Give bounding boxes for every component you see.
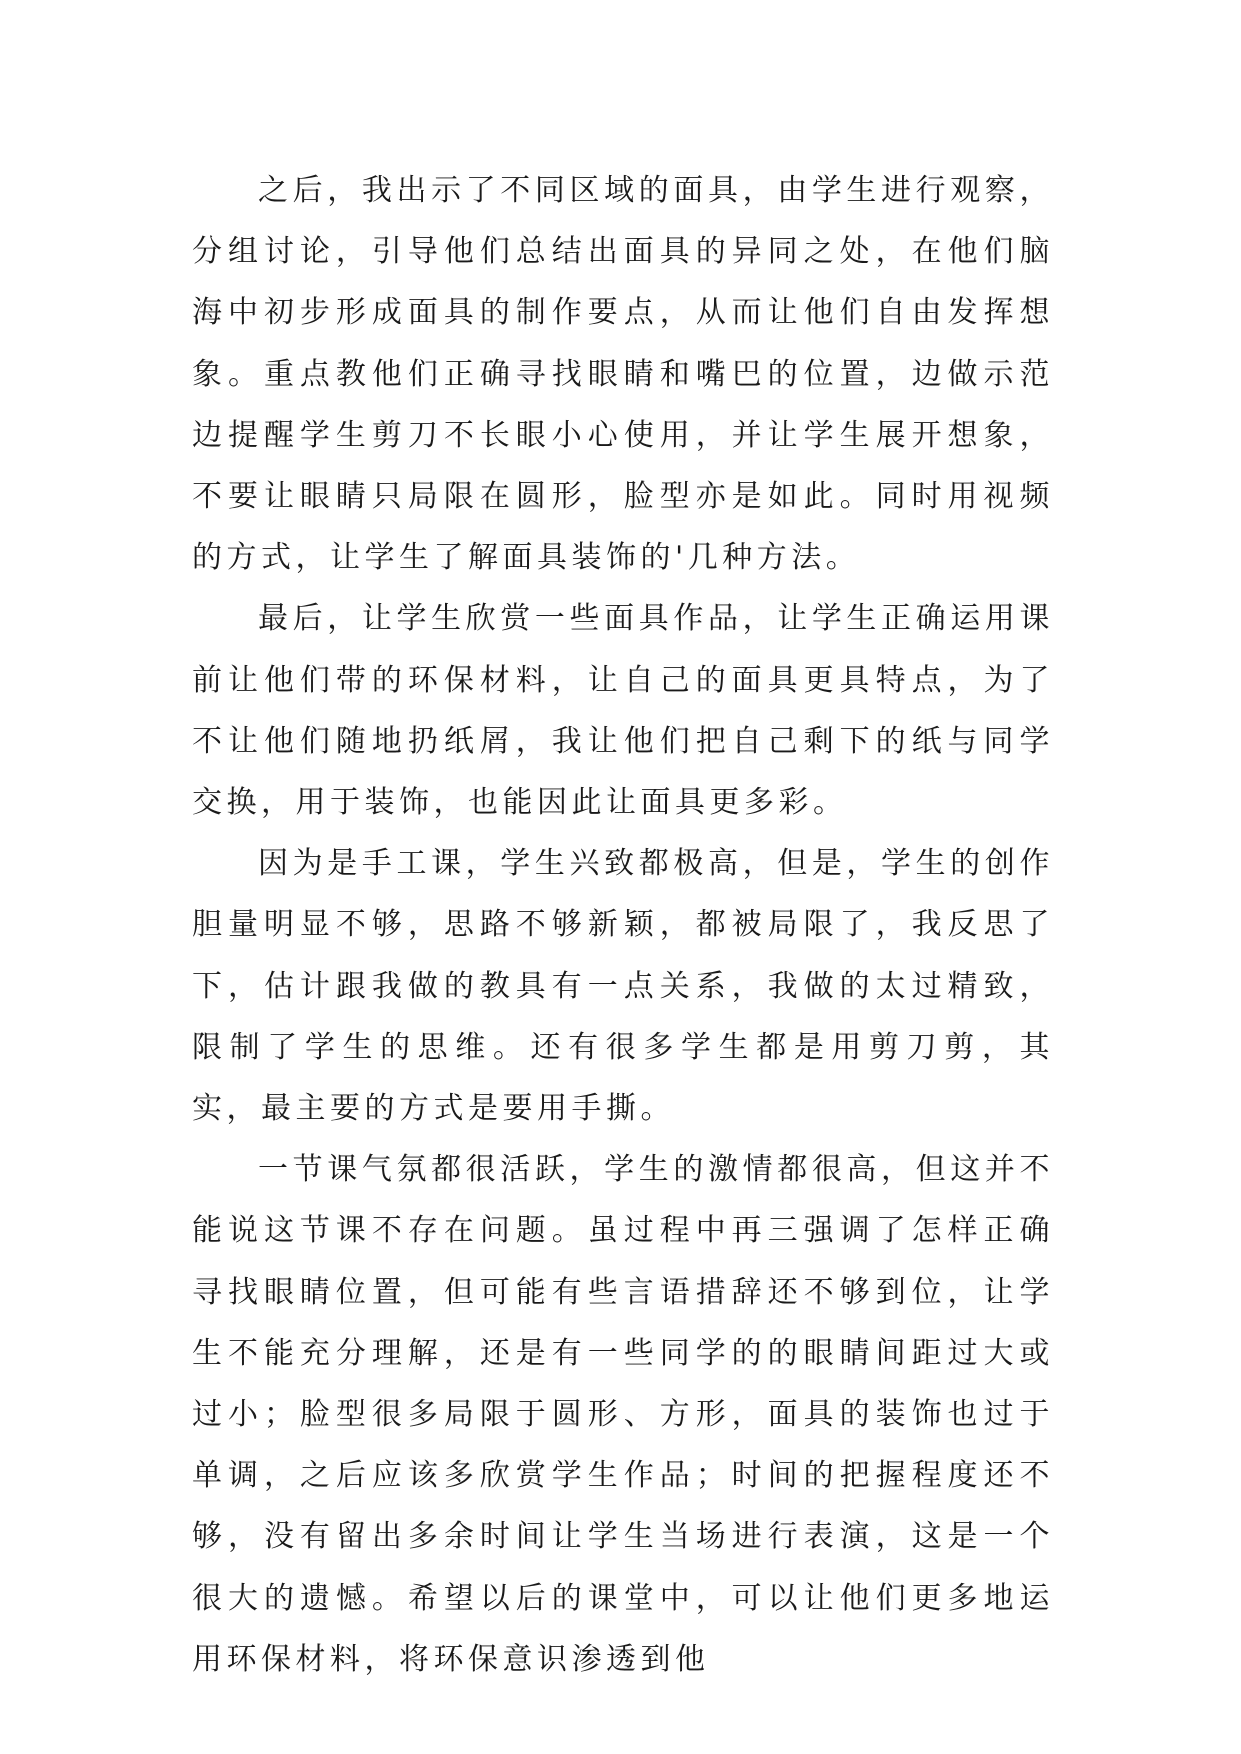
paragraph-2: 最后，让学生欣赏一些面具作品，让学生正确运用课前让他们带的环保材料，让自己的面具更具特点，为了不让他们随地扔纸屑，我让他们把自己剩下的纸与同学交换，用于装饰，也能因此让面具更多彩。 [192,601,1054,821]
paragraph-3: 因为是手工课，学生兴致都极高，但是，学生的创作胆量明显不够，思路不够新颖，都被局限了，我反思了下，估计跟我做的教具有一点关系，我做的太过精致，限制了学生的思维。还有很多学生都是用剪刀剪，其实，最主要的方式是要用手撕。 [192,846,1054,1127]
paragraph-4: 一节课气氛都很活跃，学生的激情都很高，但这并不能说这节课不存在问题。虽过程中再三强调了怎样正确寻找眼睛位置，但可能有些言语措辞还不够到位，让学生不能充分理解，还是有一些同学的的眼睛间距过大或过小；脸型很多局限于圆形、方形，面具的装饰也过于单调，之后应该多欣赏学生作品；时间的把握程度还不够，没有留出多余时间让学生当场进行表演，这是一个很大的遗憾。希望以后的课堂中，可以让他们更多地运用环保材料，将环保意识渗透到他 [192,1152,1054,1677]
paragraph-1: 之后，我出示了不同区域的面具，由学生进行观察，分组讨论，引导他们总结出面具的异同之处，在他们脑海中初步形成面具的制作要点，从而让他们自由发挥想象。重点教他们正确寻找眼睛和嘴巴的位置，边做示范边提醒学生剪刀不长眼小心使用，并让学生展开想象，不要让眼睛只局限在圆形，脸型亦是如此。同时用视频的方式，让学生了解面具装饰的'几种方法。 [192,173,1054,576]
document-body [192,160,1054,1690]
